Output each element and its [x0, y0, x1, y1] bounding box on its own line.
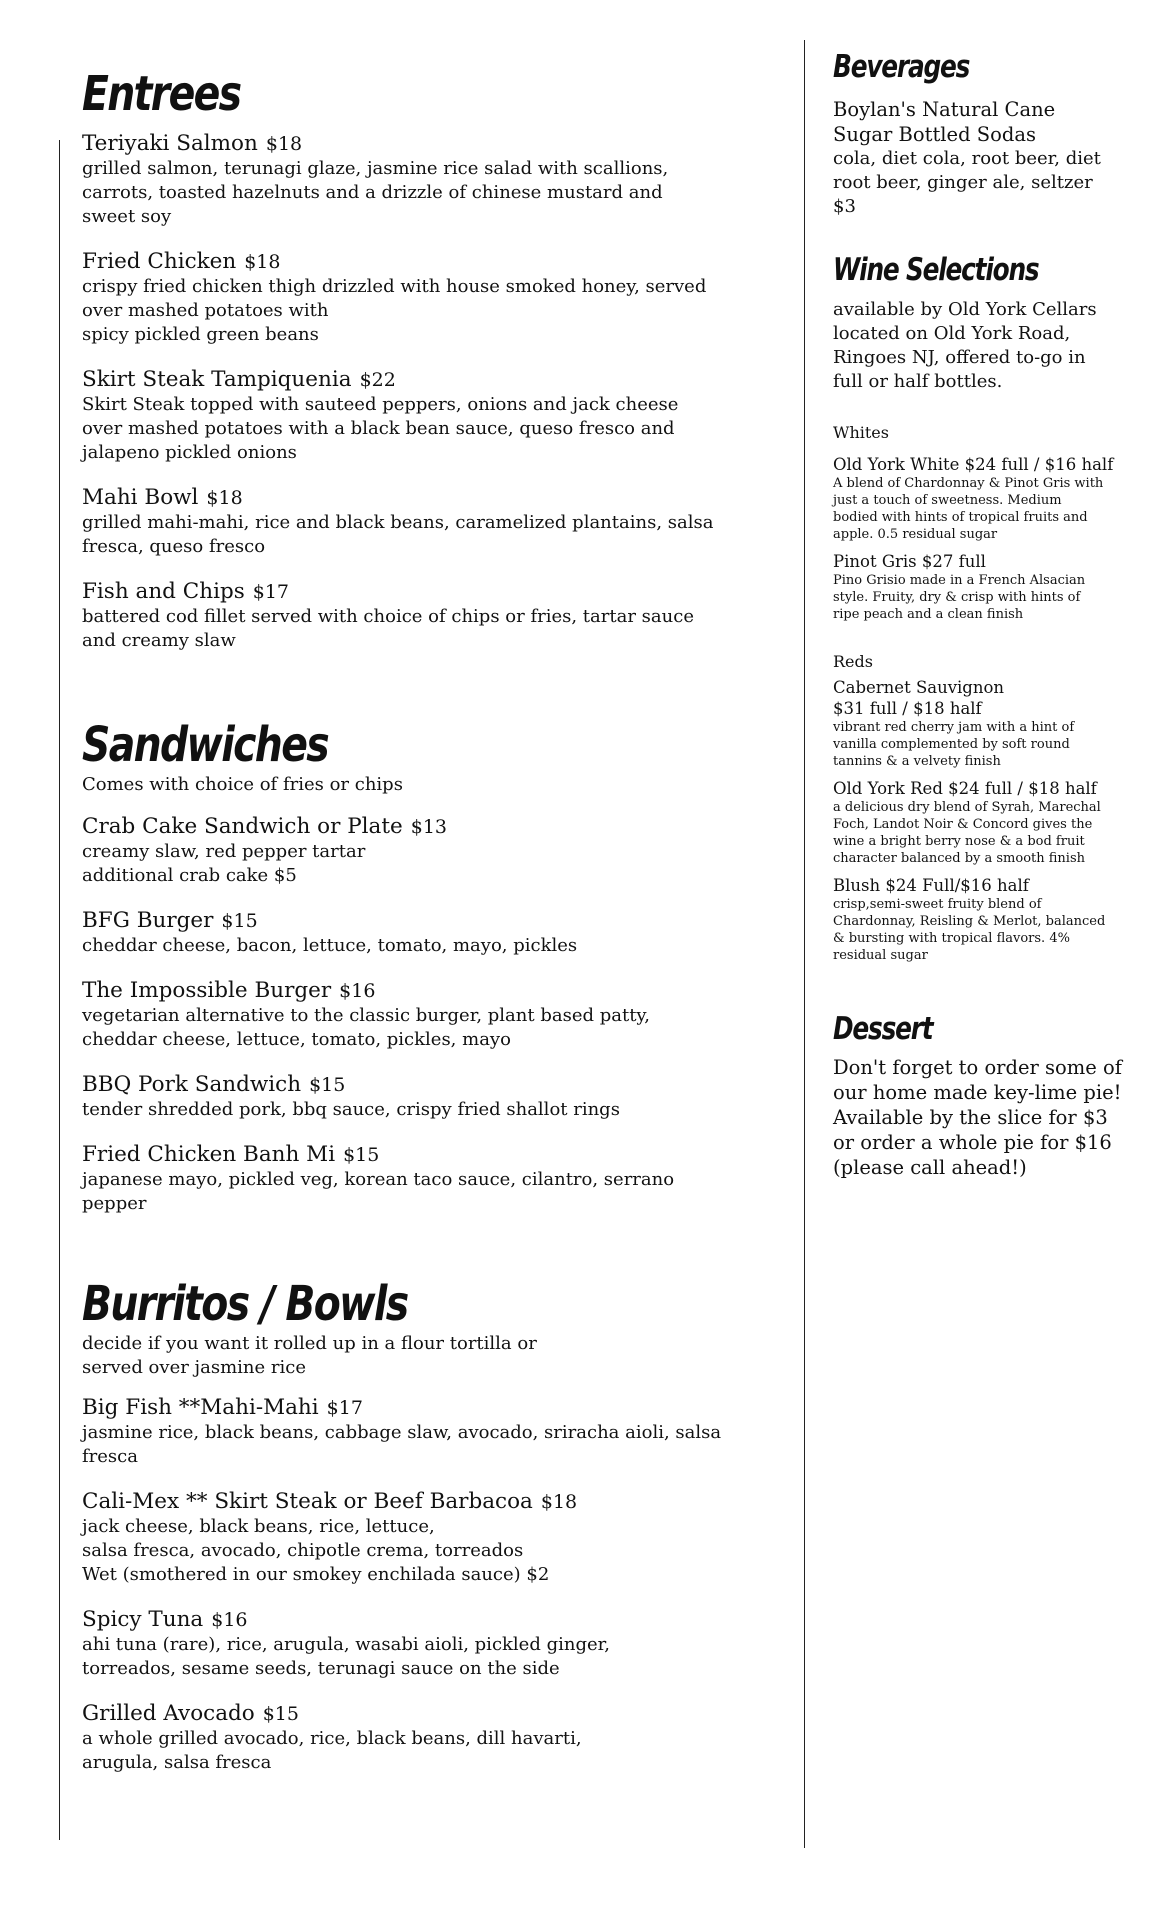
item-price: $15: [309, 1074, 346, 1096]
menu-item: [82, 907, 782, 958]
wine-description: a delicious dry blend of Syrah, Marechal Foch, Landot Noir & Concord gives the wine a bright berry nose & a bod fruit character balanced by a smooth finish: [833, 800, 1101, 866]
wine-item: [833, 551, 1143, 623]
item-description: vegetarian alternative to the classic burger, plant based patty, cheddar cheese, lettuce, tomato, pickles, mayo: [82, 1005, 650, 1050]
beverages-title: Boylan's Natural Cane Sugar Bottled Sodas: [833, 98, 1056, 146]
entrees-heading: Entrees: [82, 66, 241, 122]
left-column: [82, 66, 782, 1775]
item-name: Fried Chicken Banh Mi: [82, 1142, 336, 1167]
item-name: Grilled Avocado: [82, 1701, 255, 1726]
burritos-note-line1: decide if you want it rolled up in a flour tortilla or: [82, 1333, 537, 1354]
item-title-row: [82, 907, 782, 934]
item-name: Skirt Steak Tampiquenia: [82, 367, 352, 392]
dessert-section: [833, 1011, 1143, 1180]
item-description: grilled mahi-mahi, rice and black beans, caramelized plantains, salsa fresca, queso fresco: [82, 512, 714, 557]
item-description: jack cheese, black beans, rice, lettuce, salsa fresca, avocado, chipotle crema, torreados Wet (smothered in our smokey enchilada sauce) $2: [82, 1516, 550, 1585]
whites-label: Whites: [833, 423, 889, 442]
beverages-heading: Beverages: [833, 49, 970, 85]
item-name: Cali-Mex ** Skirt Steak or Beef Barbacoa: [82, 1489, 533, 1514]
item-description: Skirt Steak topped with sauteed peppers, onions and jack cheese over mashed potatoes with a black bean sauce, queso fresco and jalapeno pickled onions: [82, 394, 679, 463]
menu-item: [82, 1394, 782, 1469]
menu-item: [82, 248, 782, 347]
item-price: $22: [359, 369, 396, 391]
item-description: jasmine rice, black beans, cabbage slaw, avocado, sriracha aioli, salsa fresca: [82, 1422, 722, 1467]
item-description: tender shredded pork, bbq sauce, crispy fried shallot rings: [82, 1099, 620, 1120]
wine-item: [833, 778, 1143, 867]
wine-section: [833, 252, 1143, 964]
item-price: $18: [540, 1491, 578, 1513]
wine-name: Blush $24 Full/$16 half: [833, 876, 1029, 895]
item-description: grilled salmon, terunagi glaze, jasmine rice salad with scallions, carrots, toasted hazelnuts and a drizzle of chinese mustard and sweet soy: [82, 158, 669, 227]
item-price: $18: [265, 133, 303, 155]
item-title-row: [82, 1071, 782, 1098]
item-price: $17: [252, 581, 290, 603]
wine-item: [833, 454, 1143, 543]
item-name: The Impossible Burger: [82, 978, 332, 1003]
menu-item: [82, 578, 782, 653]
item-title-row: [82, 813, 782, 840]
wine-item: [833, 677, 1143, 770]
item-description: japanese mayo, pickled veg, korean taco sauce, cilantro, serrano pepper: [82, 1169, 675, 1214]
item-price: $15: [343, 1144, 380, 1166]
dessert-heading: Dessert: [833, 1011, 933, 1047]
wine-heading: Wine Selections: [833, 252, 1039, 288]
menu-item: [82, 366, 782, 465]
right-divider-line: [804, 40, 805, 1848]
sandwiches-note: Comes with choice of fries or chips: [82, 774, 403, 795]
item-price: $15: [221, 910, 258, 932]
wine-description: A blend of Chardonnay & Pinot Gris with just a touch of sweetness. Medium bodied with hints of tropical fruits and apple. 0.5 residual sugar: [833, 476, 1104, 542]
wine-name: Old York Red $24 full / $18 half: [833, 779, 1097, 798]
wine-description: Pino Grisio made in a French Alsacian style. Fruity, dry & crisp with hints of ripe peach and a clean finish: [833, 573, 1086, 622]
menu-item: [82, 1141, 782, 1216]
burritos-heading: Burritos / Bowls: [82, 1276, 408, 1332]
item-title-row: [82, 1606, 782, 1633]
item-title-row: [82, 366, 782, 393]
wine-name: Old York White $24 full / $16 half: [833, 455, 1114, 474]
item-description: a whole grilled avocado, rice, black beans, dill havarti, arugula, salsa fresca: [82, 1728, 582, 1773]
sandwiches-section: [82, 717, 782, 1216]
item-description: creamy slaw, red pepper tartar additional crab cake $5: [82, 841, 366, 886]
item-name: BBQ Pork Sandwich: [82, 1072, 302, 1097]
wine-name: Pinot Gris $27 full: [833, 552, 986, 571]
item-name: Crab Cake Sandwich or Plate: [82, 814, 403, 839]
item-name: Spicy Tuna: [82, 1607, 204, 1632]
menu-item: [82, 1488, 782, 1587]
item-description: battered cod fillet served with choice of chips or fries, tartar sauce and creamy slaw: [82, 606, 694, 651]
item-title-row: [82, 130, 782, 157]
menu-item: [82, 813, 782, 888]
item-price: $16: [211, 1609, 248, 1631]
wine-name: Cabernet Sauvignon $31 full / $18 half: [833, 678, 1005, 718]
item-title-row: [82, 1141, 782, 1168]
menu-item: [82, 1606, 782, 1681]
item-title-row: [82, 977, 782, 1004]
item-title-row: [82, 1394, 782, 1421]
beverages-section: [833, 49, 1143, 219]
item-title-row: [82, 1700, 782, 1727]
item-name: Fish and Chips: [82, 579, 245, 604]
wine-intro: available by Old York Cellars located on Old York Road, Ringoes NJ, offered to-go in full or half bottles.: [833, 299, 1097, 392]
item-name: BFG Burger: [82, 908, 214, 933]
menu-item: [82, 1700, 782, 1775]
reds-label: Reds: [833, 652, 873, 671]
menu-item: [82, 130, 782, 229]
item-title-row: [82, 248, 782, 275]
item-price: $15: [262, 1703, 299, 1725]
menu-item: [82, 1071, 782, 1122]
dessert-text: Don't forget to order some of our home made key-lime pie! Available by the slice for $3 or order a whole pie for $16 (please call ahead!): [833, 1056, 1122, 1179]
menu-item: [82, 977, 782, 1052]
right-column: [833, 49, 1143, 1180]
menu-item: [82, 484, 782, 559]
item-price: $17: [326, 1397, 363, 1419]
item-name: Mahi Bowl: [82, 485, 199, 510]
item-description: crispy fried chicken thigh drizzled with house smoked honey, served over mashed potatoes with spicy pickled green beans: [82, 276, 707, 345]
left-divider-line: [59, 140, 60, 1840]
burritos-note-line2: served over jasmine rice: [82, 1357, 306, 1378]
wine-description: crisp,semi-sweet fruity blend of Chardonnay, Reisling & Merlot, balanced & bursting with tropical flavors. 4% residual sugar: [833, 897, 1106, 963]
item-price: $18: [244, 251, 281, 273]
item-name: Teriyaki Salmon: [82, 131, 258, 156]
item-name: Big Fish **Mahi-Mahi: [82, 1395, 319, 1420]
item-description: ahi tuna (rare), rice, arugula, wasabi aioli, pickled ginger, torreados, sesame seeds, terunagi sauce on the side: [82, 1634, 610, 1679]
beverages-description: cola, diet cola, root beer, diet root beer, ginger ale, seltzer $3: [833, 148, 1101, 217]
item-title-row: [82, 578, 782, 605]
item-description: cheddar cheese, bacon, lettuce, tomato, mayo, pickles: [82, 935, 578, 956]
sandwiches-heading: Sandwiches: [82, 717, 329, 773]
burritos-section: [82, 1276, 782, 1775]
wine-description: vibrant red cherry jam with a hint of vanilla complemented by soft round tannins & a velvety finish: [833, 720, 1075, 769]
wine-item: [833, 875, 1143, 964]
item-price: $18: [206, 487, 243, 509]
item-price: $13: [410, 816, 448, 838]
item-title-row: [82, 1488, 782, 1515]
item-title-row: [82, 484, 782, 511]
item-name: Fried Chicken: [82, 249, 237, 274]
entrees-section: [82, 66, 782, 653]
item-price: $16: [339, 980, 376, 1002]
